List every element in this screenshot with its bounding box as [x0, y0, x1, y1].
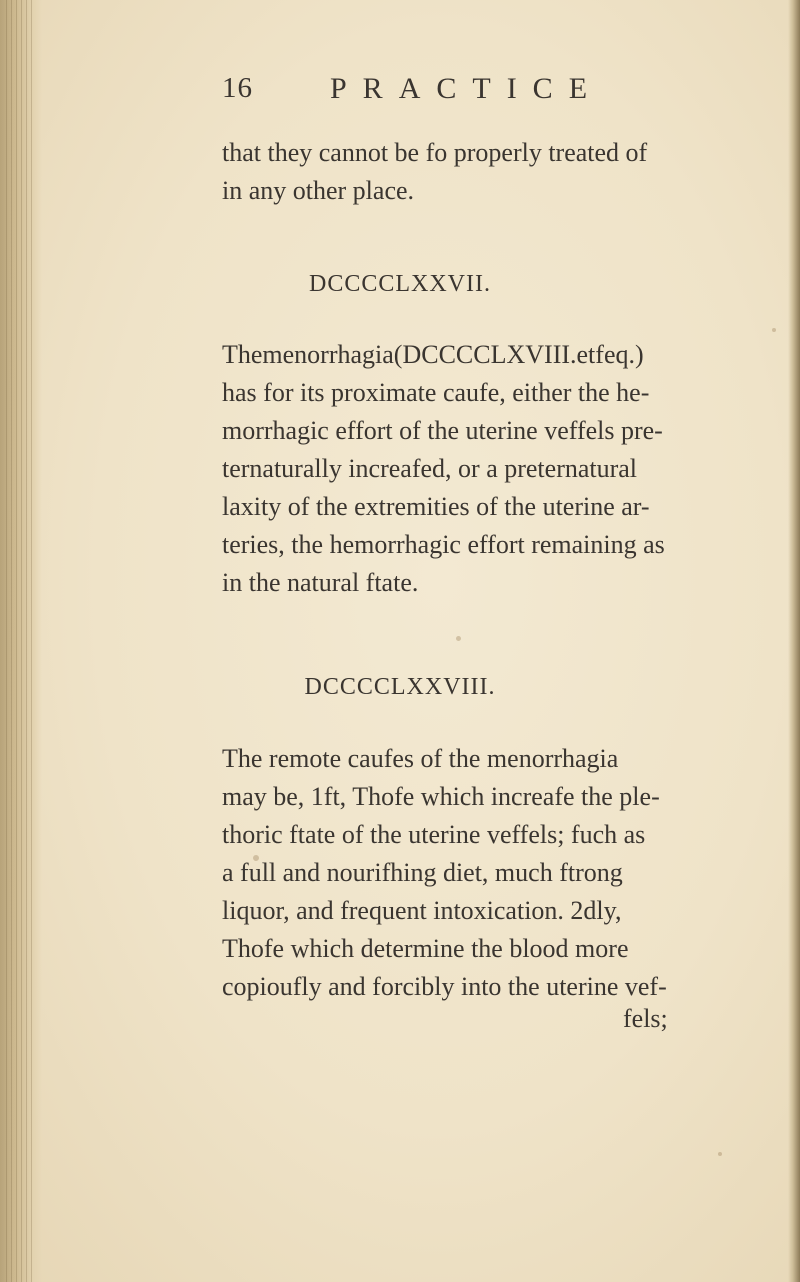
- text-line: liquor, and frequent intoxication. 2dly,: [222, 896, 622, 925]
- page-edge-shadow: [788, 0, 800, 1282]
- text-line: thoric ftate of the uterine veffels; fuch as: [222, 820, 646, 849]
- text-line: a full and nourifhing diet, much ftrong: [222, 858, 623, 887]
- text-line: in the natural ftate.: [222, 568, 419, 597]
- foxing-spot: [456, 636, 461, 641]
- text-line: in any other place.: [222, 176, 415, 205]
- text-line: copioufly and forcibly into the uterine vef-: [222, 972, 667, 1001]
- paragraph-dcccclxxviii: [222, 740, 732, 1006]
- text-line: The remote caufes of the menorrhagia: [222, 744, 619, 773]
- paragraph-intro: [222, 134, 732, 210]
- catchword: fels;: [623, 1004, 668, 1033]
- text-line: that they cannot be fo properly treated of: [222, 138, 648, 167]
- text-line: ternaturally increafed, or a preternatural: [222, 454, 638, 483]
- running-head: PRACTICE: [330, 72, 604, 105]
- section-heading-dcccclxxvii: DCCCCLXXVII.: [308, 271, 491, 297]
- gutter-stitching: [6, 0, 32, 1282]
- binding-gutter: [0, 0, 42, 1282]
- foxing-spot: [718, 1152, 722, 1156]
- page-number: 16: [222, 72, 253, 104]
- page-header: [0, 72, 800, 112]
- text-line: Thofe which determine the blood more: [222, 934, 629, 963]
- section-heading-dcccclxxviii: DCCCCLXXVIII.: [304, 674, 496, 700]
- text-line: may be, 1ft, Thofe which increafe the ple-: [222, 782, 660, 811]
- text-line: laxity of the extremities of the uterine ar-: [222, 492, 650, 521]
- text-line: morrhagic effort of the uterine veffels pre-: [222, 416, 663, 445]
- paragraph-dcccclxxvii: [222, 336, 732, 602]
- foxing-spot: [772, 328, 776, 332]
- text-line: teries, the hemorrhagic effort remaining as: [222, 530, 665, 559]
- text-line: has for its proximate caufe, either the he-: [222, 378, 650, 407]
- text-line: Themenorrhagia(DCCCCLXVIII.etfeq.): [222, 340, 644, 369]
